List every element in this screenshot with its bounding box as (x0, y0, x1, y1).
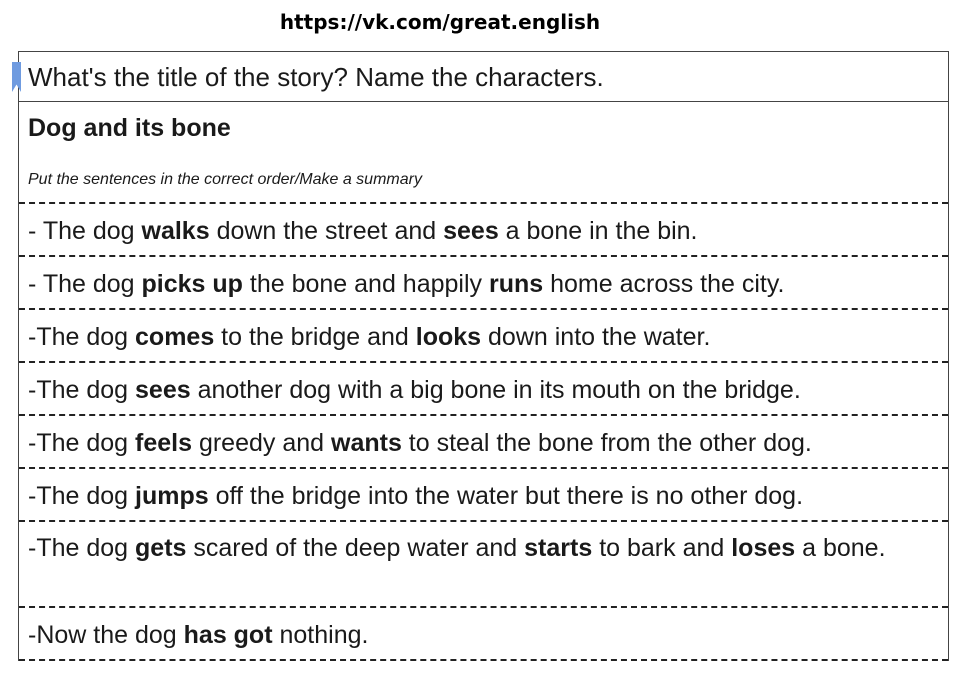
sentence-text: - The dog (28, 217, 142, 245)
sentence-text: another dog with a big bone in its mouth on the bridge. (190, 376, 801, 404)
sentence-row (19, 522, 948, 608)
sentence-text: -The dog (28, 376, 136, 404)
source-url: https://vk.com/great.english (279, 10, 601, 34)
sentence-verb: walks (141, 217, 210, 245)
sentence-row (19, 469, 948, 522)
sentence-row (19, 608, 948, 661)
sentence-text: a bone in the bin. (498, 217, 698, 245)
sentence-text: down into the water. (481, 323, 711, 351)
sentence-verb: gets (135, 534, 187, 562)
sentence-row (19, 257, 948, 310)
instruction-text: Put the sentences in the correct order/Make a summary (28, 171, 422, 188)
sentence-row (19, 204, 948, 257)
sentence-verb: jumps (135, 482, 209, 510)
sentence-verb: looks (415, 323, 482, 351)
sentence-verb: has got (183, 621, 273, 649)
sentence-verb: sees (135, 376, 191, 404)
sentence-text: -Now the dog (28, 621, 184, 649)
sentence-verb: picks up (141, 270, 243, 298)
sentence-verb: starts (524, 534, 593, 562)
sentence-text: a bone. (795, 534, 886, 562)
sentence-verb: wants (331, 429, 402, 457)
sentence-verb: comes (135, 323, 215, 351)
sentence-text: -The dog (28, 429, 136, 457)
sentence-row (19, 363, 948, 416)
sentence-text: greedy and (192, 429, 331, 457)
sentence-text: -The dog (28, 534, 136, 562)
sentence-text: the bone and happily (242, 270, 489, 298)
sentence-verb: loses (731, 534, 796, 562)
sentence-row (19, 310, 948, 363)
sentence-text: home across the city. (543, 270, 785, 298)
sentence-text: -The dog (28, 323, 136, 351)
sentence-row (19, 416, 948, 469)
sentence-text: off the bridge into the water but there is no other dog. (208, 482, 804, 510)
sentence-text: to bark and (592, 534, 732, 562)
story-header (19, 102, 948, 204)
sentence-verb: feels (135, 429, 192, 457)
worksheet-table (18, 51, 949, 661)
sentence-text: -The dog (28, 482, 136, 510)
sentence-verb: runs (488, 270, 544, 298)
sentence-text: nothing. (272, 621, 369, 649)
question-row: What's the title of the story? Name the characters. (19, 52, 948, 102)
sentence-text: to the bridge and (214, 323, 416, 351)
bookmark-marker-icon (12, 62, 21, 92)
sentence-verb: sees (443, 217, 499, 245)
sentence-text: - The dog (28, 270, 142, 298)
sentence-text: down the street and (209, 217, 444, 245)
story-title: Dog and its bone (28, 114, 231, 142)
sentence-text: scared of the deep water and (186, 534, 525, 562)
sentence-text: to steal the bone from the other dog. (401, 429, 812, 457)
